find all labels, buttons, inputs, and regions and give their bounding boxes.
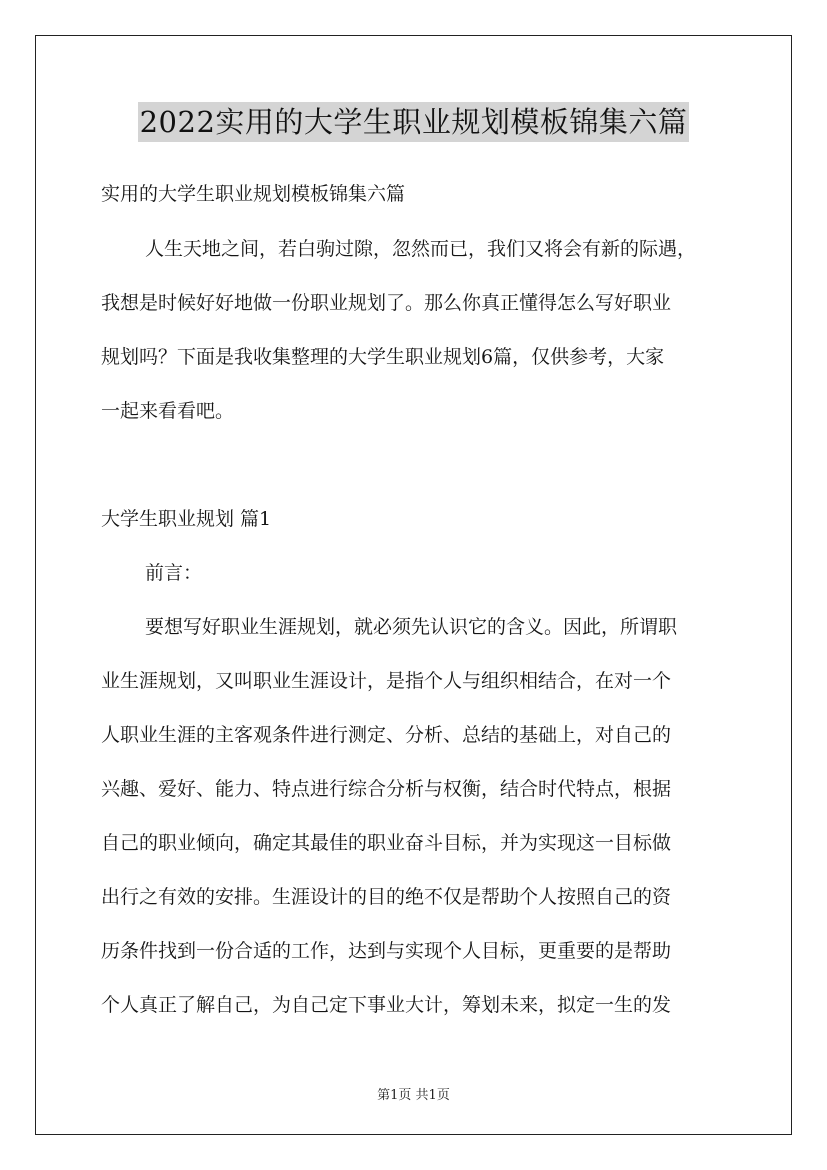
document-subtitle: 实用的大学生职业规划模板锦集六篇 xyxy=(101,183,406,205)
body-line: 自己的职业倾向，确定其最佳的职业奋斗目标，并为实现这一目标做 xyxy=(101,832,672,854)
preface-label: 前言： xyxy=(145,562,203,584)
intro-line: 规划吗？下面是我收集整理的大学生职业规划6篇，仅供参考，大家 xyxy=(101,346,665,368)
body-line: 历条件找到一份合适的工作，达到与实现个人目标，更重要的是帮助 xyxy=(101,940,672,962)
page-footer: 第1页 共1页 xyxy=(377,1088,450,1103)
section-heading: 大学生职业规划 篇1 xyxy=(101,508,272,530)
body-line: 业生涯规划，又叫职业生涯设计，是指个人与组织相结合，在对一个 xyxy=(101,670,672,692)
body-line: 个人真正了解自己，为自己定下事业大计，筹划未来，拟定一生的发 xyxy=(101,994,672,1016)
body-line: 兴趣、爱好、能力、特点进行综合分析与权衡，结合时代特点，根据 xyxy=(101,778,672,800)
document-title: 2022实用的大学生职业规划模板锦集六篇 xyxy=(138,102,690,142)
body-line: 要想写好职业生涯规划，就必须先认识它的含义。因此，所谓职 xyxy=(145,616,678,638)
intro-line: 人生天地之间，若白驹过隙，忽然而已，我们又将会有新的际遇， xyxy=(145,238,697,260)
intro-line: 一起来看看吧。 xyxy=(101,400,235,422)
body-line: 出行之有效的安排。生涯设计的目的绝不仅是帮助个人按照自己的资 xyxy=(101,886,672,908)
title-container xyxy=(0,102,827,142)
intro-line: 我想是时候好好地做一份职业规划了。那么你真正懂得怎么写好职业 xyxy=(101,292,672,314)
body-line: 人职业生涯的主客观条件进行测定、分析、总结的基础上，对自己的 xyxy=(101,724,672,746)
